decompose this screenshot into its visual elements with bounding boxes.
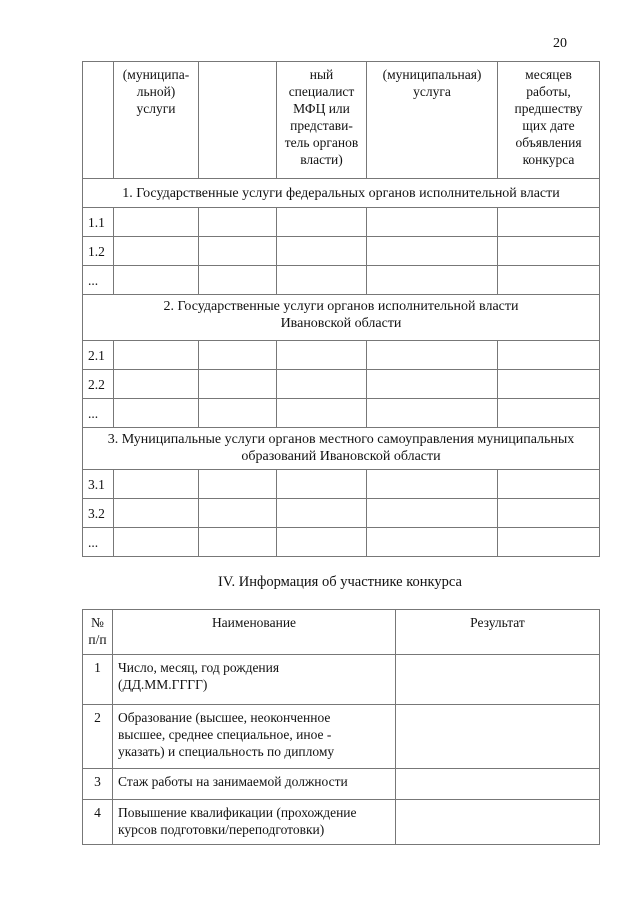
header-cell-result: Результат <box>396 610 600 655</box>
header-cell-specialist: ный специалист МФЦ или представи- тель органов власти) <box>277 62 367 179</box>
table-cell <box>199 237 277 266</box>
row-name: Образование (высшее, неоконченное высшее, среднее специальное, иное - указать) и специальность по диплому <box>113 705 396 769</box>
table-cell <box>277 528 367 557</box>
table-cell <box>114 399 199 428</box>
table-cell <box>498 399 600 428</box>
table-cell <box>277 266 367 295</box>
row-name: Стаж работы на занимаемой должности <box>113 769 396 800</box>
table-cell <box>199 370 277 399</box>
table-cell <box>199 399 277 428</box>
table-row <box>83 341 600 370</box>
section-title: 2. Государственные услуги органов исполнительной власти Ивановской области <box>83 295 600 341</box>
row-number: 2 <box>83 705 113 769</box>
section-title: 3. Муниципальные услуги органов местного самоуправления муниципальных образований Ивановской области <box>83 428 600 470</box>
table-row <box>83 208 600 237</box>
table-row <box>83 470 600 499</box>
table-cell <box>498 266 600 295</box>
row-name: Повышение квалификации (прохождение курсов подготовки/переподготовки) <box>113 800 396 845</box>
header-cell-num: № п/п <box>83 610 113 655</box>
participant-info-table <box>82 609 600 845</box>
table-cell <box>277 208 367 237</box>
table-row <box>83 655 600 705</box>
table-cell <box>277 399 367 428</box>
table-cell <box>199 470 277 499</box>
table-cell <box>199 499 277 528</box>
table-cell <box>498 208 600 237</box>
table-cell <box>498 470 600 499</box>
table-row <box>83 528 600 557</box>
table-cell <box>114 370 199 399</box>
header-cell-municipal-service: (муниципальная) услуга <box>367 62 498 179</box>
row-name: Число, месяц, год рождения (ДД.ММ.ГГГГ) <box>113 655 396 705</box>
row-number: ... <box>83 528 114 557</box>
table-cell <box>114 237 199 266</box>
table-cell <box>498 499 600 528</box>
row-number: 2.1 <box>83 341 114 370</box>
page-number: 20 <box>553 36 567 51</box>
table-cell <box>367 499 498 528</box>
section-title-row <box>83 295 600 341</box>
table-cell <box>114 266 199 295</box>
table-row <box>83 499 600 528</box>
table-cell <box>277 237 367 266</box>
table-cell <box>498 341 600 370</box>
table-cell <box>498 370 600 399</box>
row-number: 4 <box>83 800 113 845</box>
header-cell-name: Наименование <box>113 610 396 655</box>
table-cell <box>277 470 367 499</box>
section-heading: IV. Информация об участнике конкурса <box>218 574 462 590</box>
table-cell <box>367 370 498 399</box>
table-cell <box>498 528 600 557</box>
table-cell <box>199 266 277 295</box>
header-cell-months: месяцев работы, предшеству щих дате объявления конкурса <box>498 62 600 179</box>
table-cell <box>367 399 498 428</box>
table-row <box>83 769 600 800</box>
participant-table-header-row <box>83 610 600 655</box>
row-number: 1 <box>83 655 113 705</box>
row-number: 3.2 <box>83 499 114 528</box>
table-cell <box>199 528 277 557</box>
table-cell <box>114 528 199 557</box>
table-cell <box>498 237 600 266</box>
table-cell <box>367 528 498 557</box>
header-cell-num <box>83 62 114 179</box>
table-cell <box>367 470 498 499</box>
section-title: 1. Государственные услуги федеральных органов исполнительной власти <box>83 179 600 208</box>
table-row <box>83 705 600 769</box>
services-table <box>82 61 600 557</box>
table-cell <box>114 499 199 528</box>
table-cell <box>277 341 367 370</box>
row-number: ... <box>83 399 114 428</box>
table-cell <box>367 266 498 295</box>
row-result <box>396 705 600 769</box>
row-number: ... <box>83 266 114 295</box>
header-cell-service: (муниципа- льной) услуги <box>114 62 199 179</box>
section-title-row <box>83 428 600 470</box>
table-row <box>83 370 600 399</box>
section-title-row <box>83 179 600 208</box>
table-row <box>83 800 600 845</box>
table-row <box>83 237 600 266</box>
table-cell <box>367 208 498 237</box>
header-cell-blank <box>199 62 277 179</box>
row-number: 2.2 <box>83 370 114 399</box>
row-number: 1.2 <box>83 237 114 266</box>
table-cell <box>199 341 277 370</box>
table-row <box>83 399 600 428</box>
table-cell <box>199 208 277 237</box>
row-result <box>396 655 600 705</box>
row-number: 3 <box>83 769 113 800</box>
table-row <box>83 266 600 295</box>
services-table-header-row <box>83 62 600 179</box>
table-cell <box>114 341 199 370</box>
row-result <box>396 800 600 845</box>
table-cell <box>114 470 199 499</box>
row-number: 3.1 <box>83 470 114 499</box>
row-number: 1.1 <box>83 208 114 237</box>
row-result <box>396 769 600 800</box>
table-cell <box>277 499 367 528</box>
table-cell <box>277 370 367 399</box>
table-cell <box>367 341 498 370</box>
table-cell <box>367 237 498 266</box>
table-cell <box>114 208 199 237</box>
